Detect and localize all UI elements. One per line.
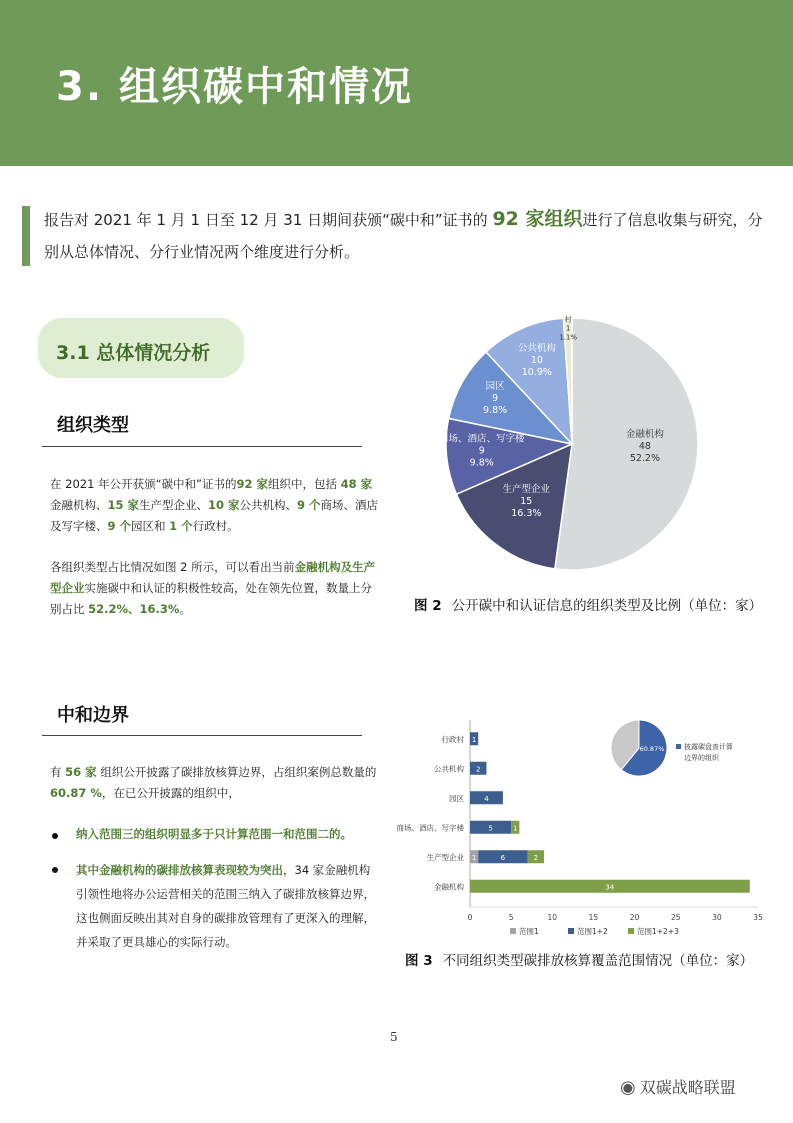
intro-highlight: 92 家组织 — [492, 208, 583, 230]
body-text-4: ，在已公开披露的组织中， — [101, 786, 240, 800]
bar-label-5-2: 34 — [605, 883, 615, 892]
bullet-dot-2 — [52, 867, 58, 873]
boundary-para1 — [50, 762, 380, 804]
pie-label-value-0: 48 — [638, 440, 651, 452]
legend-swatch-0 — [510, 928, 516, 934]
category-label-4: 生产型企业 — [426, 852, 464, 862]
org-type-para1 — [50, 474, 380, 537]
pie-label-pct-5: 1.1% — [559, 333, 578, 342]
body-text-4: 。 — [179, 602, 191, 616]
body-text-2: 组织公开披露了碳排放核算边界，占组织案例总数量的 — [96, 765, 377, 779]
fig2-label: 图 2 — [414, 598, 442, 614]
highlight-text-3: 60.87 % — [50, 786, 102, 800]
legend-swatch-2 — [628, 928, 634, 934]
intro-paragraph — [44, 203, 764, 268]
x-tick-label-0: 0 — [467, 913, 473, 922]
category-label-0: 行政村 — [441, 734, 464, 744]
pie-label-name-4: 公共机构 — [517, 343, 556, 355]
pie-label-pct-2: 9.8% — [469, 457, 494, 469]
watermark — [620, 1075, 736, 1098]
fig3-text: 不同组织类型碳排放核算覆盖范围情况（单位：家） — [442, 953, 754, 969]
small-pie-legend-line2: 边界的组织 — [684, 754, 719, 762]
small-pie-legend-swatch — [676, 744, 681, 749]
body-text-0: 各组织类型占比情况如图 2 所示，可以看出当前 — [50, 560, 295, 574]
pie-label-name-0: 金融机构 — [625, 428, 664, 440]
section-title: 3.1 总体情况分析 — [56, 342, 211, 364]
x-tick-label-4: 20 — [629, 913, 640, 922]
x-tick-label-7: 35 — [753, 913, 763, 922]
highlight-text-13: 1 个 — [169, 519, 193, 533]
pie-label-value-5: 1 — [565, 324, 571, 333]
page-number: 5 — [390, 1030, 398, 1044]
highlight-text-7: 10 家 — [208, 498, 240, 512]
fig2-caption — [414, 594, 762, 614]
pie-slice-0 — [555, 318, 698, 570]
pie-label-pct-0: 52.2% — [629, 452, 661, 464]
pie-label-pct-1: 16.3% — [511, 508, 542, 520]
intro-part1: 报告对 2021 年 1 月 1 日至 12 月 31 日期间获颁“碳中和”证书的 — [44, 211, 493, 229]
body-text-2: 实施碳中和认证的积极性较高，处在领先位置，数量上分别占比 — [50, 581, 372, 616]
body-text-0: 有 — [50, 765, 66, 779]
pie-label-pct-3: 9.8% — [483, 404, 508, 416]
fig2-text: 公开碳中和认证信息的组织类型及比例（单位：家） — [451, 598, 763, 614]
category-label-3: 商场、酒店、写字楼 — [396, 823, 464, 833]
bar-label-2-1: 4 — [484, 794, 489, 803]
pie-label-name-1: 生产型企业 — [502, 484, 551, 496]
pie-label-name-3: 园区 — [485, 380, 505, 392]
watermark-text: 双碳战略联盟 — [639, 1078, 736, 1097]
category-label-1: 公共机构 — [434, 764, 464, 774]
org-type-para2 — [50, 557, 380, 620]
x-tick-label-2: 10 — [547, 913, 558, 922]
body-text-10: 商场、酒店及写字楼、 — [50, 498, 379, 533]
bullet-dot-1 — [52, 833, 58, 839]
x-tick-label-5: 25 — [670, 913, 681, 922]
legend-swatch-1 — [568, 928, 574, 934]
intro-part2: 进行了信息收集与研究，分别从总体情况、分行业情况两个维度进行分析。 — [44, 211, 763, 261]
pie-label-pct-4: 10.9% — [521, 367, 552, 379]
highlight-text-3: 48 家 — [340, 477, 373, 491]
body-text-14: 行政村。 — [192, 519, 239, 533]
highlight-text-3: 52.2%、16.3% — [88, 602, 180, 616]
boundary-bullet1: 纳入范围三的组织明显多于只计算范围一和范围二的。 — [76, 827, 352, 841]
pie-label-name-5: 村 — [564, 315, 572, 324]
category-label-2: 园区 — [449, 793, 464, 803]
bar-label-1-1: 2 — [475, 765, 481, 774]
body-text-8: 公共机构、 — [239, 498, 298, 512]
pie-label-name-2: 商场、酒店、写字楼 — [438, 433, 525, 445]
boundary-heading: 中和边界 — [57, 705, 129, 726]
body-text-4: 金融机构、 — [50, 498, 108, 512]
x-tick-label-6: 30 — [712, 913, 722, 922]
fig3-label: 图 3 — [405, 953, 433, 969]
highlight-text-1: 92 家 — [236, 477, 269, 491]
bar-label-4-0: 1 — [471, 853, 477, 862]
body-text-6: 生产型企业、 — [139, 498, 209, 512]
legend-label-2: 范围1+2+3 — [637, 927, 679, 936]
wechat-icon: ◉ — [620, 1077, 636, 1098]
highlight-text-1: 56 家 — [65, 765, 97, 779]
small-pie-legend-line1: 披露碳盘查计算 — [684, 743, 733, 751]
bar-label-4-1: 6 — [500, 853, 506, 862]
highlight-text-11: 9 个 — [107, 519, 132, 533]
org-type-pie-chart — [420, 305, 720, 585]
x-tick-label-1: 5 — [508, 913, 514, 922]
bar-label-0-1: 1 — [471, 735, 477, 744]
highlight-text-5: 15 家 — [107, 498, 140, 512]
category-label-5: 金融机构 — [434, 882, 464, 892]
boundary-rule — [42, 735, 362, 736]
highlight-text-1: 金融机构及生产型企业 — [50, 560, 376, 595]
page-title: 3. 组织碳中和情况 — [56, 64, 413, 110]
bar-label-3-1: 5 — [488, 824, 493, 833]
pie-label-value-3: 9 — [492, 392, 499, 404]
pie-label-value-1: 15 — [520, 496, 533, 508]
highlight-text-9: 9 个 — [297, 498, 321, 512]
fig3-caption — [405, 949, 753, 969]
coverage-bar-chart — [370, 712, 780, 937]
body-text-12: 园区和 — [131, 519, 170, 533]
boundary-bullet2-rest: ，34 家金融机构引领性地将办公运营相关的范围三纳入了碳排放核算边界，这也侧面反映出其对自身的碳排放管理有了更深入的理解，并采取了更具雄心的实际行动。 — [76, 863, 375, 949]
body-text-0: 在 2021 年公开获颁“碳中和”证书的 — [50, 477, 237, 491]
legend-label-0: 范围1 — [519, 927, 539, 936]
bar-label-4-2: 2 — [533, 853, 539, 862]
small-pie-label: 60.87% — [639, 745, 665, 753]
org-type-heading: 组织类型 — [57, 415, 129, 436]
body-text-2: 组织中，包括 — [268, 477, 341, 491]
boundary-bullet2-bold: 其中金融机构的碳排放核算表现较为突出 — [76, 863, 283, 877]
org-type-rule — [42, 446, 362, 447]
legend-label-1: 范围1+2 — [577, 927, 608, 936]
intro-accent-bar — [22, 206, 30, 266]
pie-label-value-2: 9 — [478, 445, 485, 457]
bar-label-3-2: 1 — [513, 824, 518, 833]
x-tick-label-3: 15 — [588, 913, 599, 922]
boundary-bullet2 — [76, 858, 381, 954]
pie-label-value-4: 10 — [530, 355, 543, 367]
